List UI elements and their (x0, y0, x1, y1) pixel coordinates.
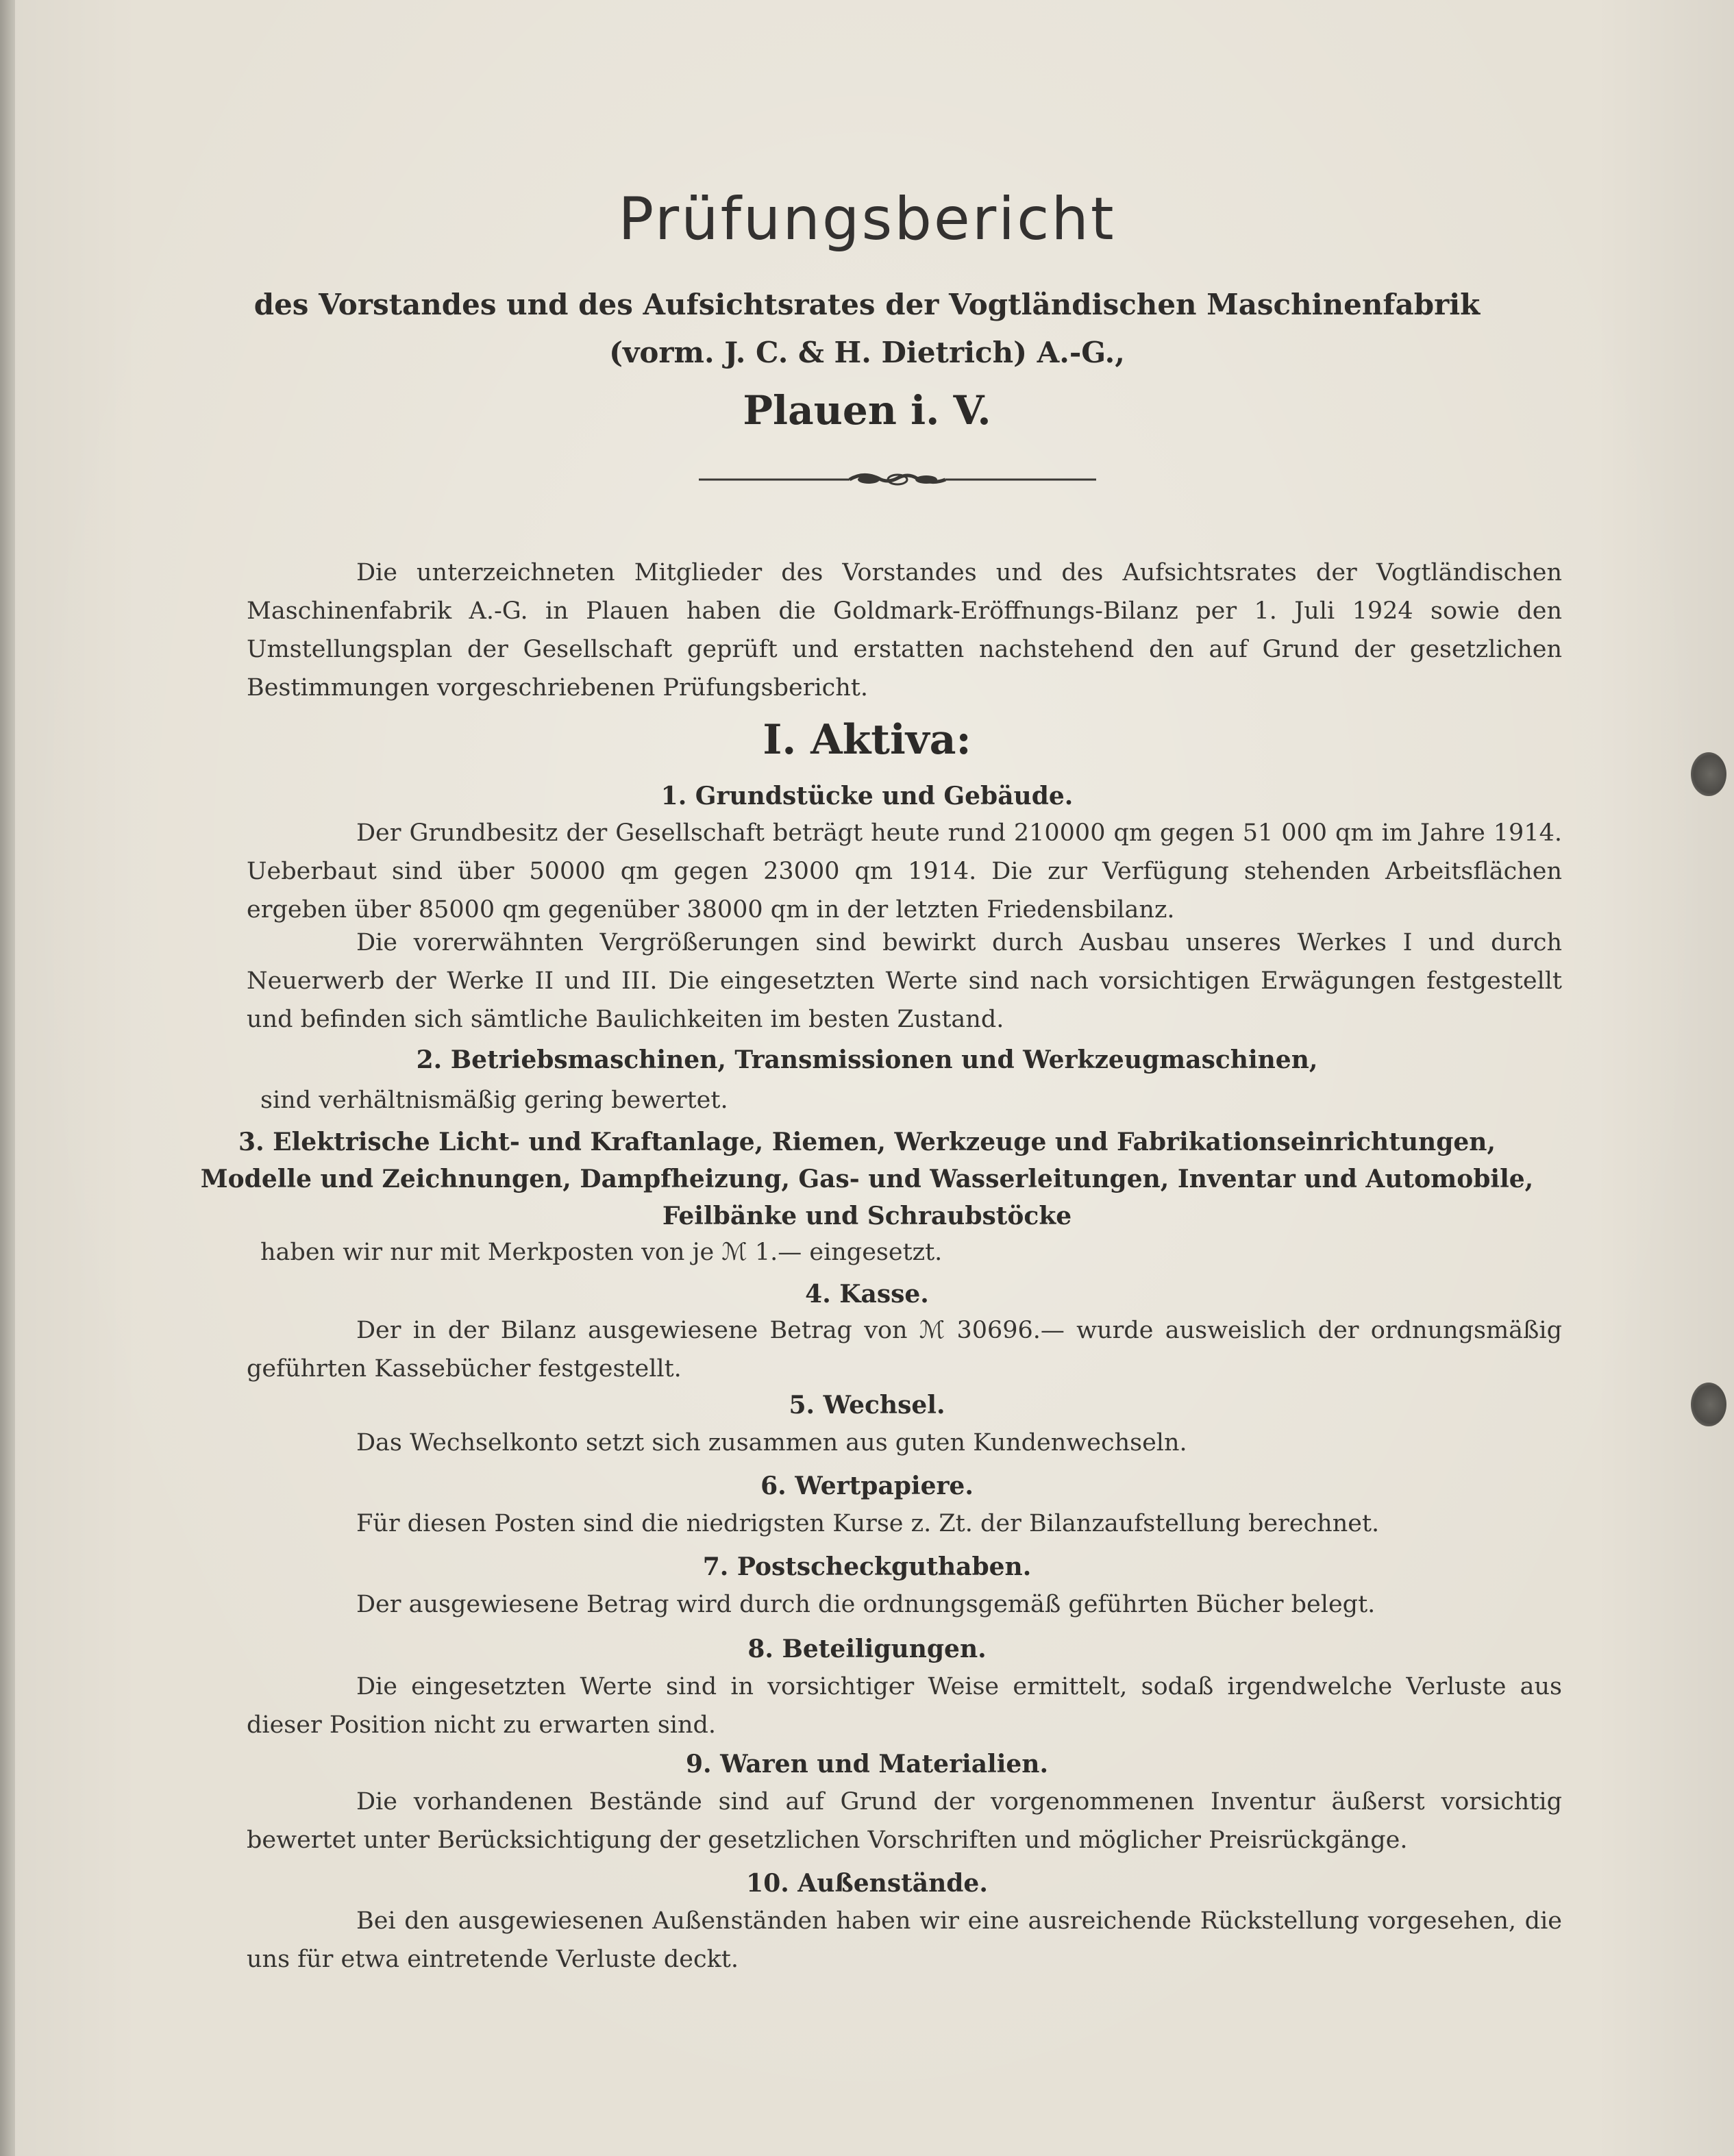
item-text-3: haben wir nur mit Merkposten von je ℳ 1.— eingesetzt. (260, 1239, 943, 1266)
item-text-10: Bei den ausgewiesenen Außenständen haben wir eine ausreichende Rückstellung vorgesehen, die uns für etwa eintretende Verluste deckt. (247, 1907, 1562, 1973)
item-heading-6: 6. Wertpapiere. (760, 1472, 974, 1500)
item-text-1b: Die vorerwähnten Vergrößerungen sind bewirkt durch Ausbau unseres Werkes I und durch Neuerwerb der Werke II und III. Die eingesetzten Werte sind nach vorsichtigen Erwägungen festgestellt und befinden sich sämtliche Baulichkeiten im besten Zustand. (247, 929, 1562, 1033)
item-heading-7: 7. Postscheckguthaben. (702, 1552, 1032, 1581)
item-heading-5: 5. Wechsel. (789, 1391, 945, 1420)
item-heading-8: 8. Beteiligungen. (747, 1635, 987, 1663)
item-text-7: Der ausgewiesene Betrag wird durch die ordnungsgemäß geführten Bücher belegt. (356, 1591, 1376, 1618)
item-heading-2: 2. Betriebsmaschinen, Transmissionen und Werkzeugmaschinen, (416, 1045, 1318, 1074)
item-text-5: Das Wechselkonto setzt sich zusammen aus guten Kundenwechseln. (356, 1429, 1187, 1457)
item-heading-4: 4. Kasse. (805, 1280, 929, 1309)
item-text-2: sind verhältnismäßig gering bewertet. (260, 1087, 728, 1114)
item-text-4: Der in der Bilanz ausgewiesene Betrag von ℳ 30696.— wurde ausweislich der ordnungsmäßig geführten Kassebücher festgestellt. (247, 1317, 1562, 1383)
item-heading-9: 9. Waren und Materialien. (685, 1750, 1048, 1779)
intro-paragraph: Die unterzeichneten Mitglieder des Vorstandes und des Aufsichtsrates der Vogtländischen Maschinenfabrik A.-G. in Plauen haben die Goldmark-Eröffnungs-Bilanz per 1. Juli 1924 sowie den Umstellungsplan der Gesellschaft geprüft und erstatten nachstehend den auf Grund der gesetzlichen Bestimmungen vorgeschriebenen Prüfungsbericht. (247, 559, 1562, 702)
subtitle-line-2: (vorm. J. C. & H. Dietrich) A.-G., (609, 336, 1125, 369)
place-heading: Plauen i. V. (743, 387, 991, 434)
section-title-aktiva: I. Aktiva: (763, 716, 971, 764)
item-heading-10: 10. Außenstände. (746, 1869, 988, 1898)
document-title: Prüfungsbericht (618, 185, 1116, 253)
item-text-8: Die eingesetzten Werte sind in vorsichtiger Weise ermittelt, sodaß irgendwelche Verluste aus dieser Position nicht zu erwarten sind. (247, 1673, 1562, 1739)
ornament-divider (699, 466, 1096, 493)
item-heading-1: 1. Grundstücke und Gebäude. (660, 782, 1074, 810)
item-heading-3-line-2: Modelle und Zeichnungen, Dampfheizung, Gas- und Wasserleitungen, Inventar und Automobile, (200, 1165, 1534, 1193)
subtitle-line-1: des Vorstandes und des Aufsichtsrates der Vogtländischen Maschinenfabrik (253, 288, 1481, 321)
item-text-1a: Der Grundbesitz der Gesellschaft beträgt heute rund 210000 qm gegen 51 000 qm im Jahre 1914. Ueberbaut sind über 50000 qm gegen 23000 qm 1914. Die zur Verfügung stehenden Arbeitsflächen ergeben über 85000 qm gegenüber 38000 qm in der letzten Friedensbilanz. (247, 819, 1562, 924)
item-heading-3-line-3: Feilbänke und Schraubstöcke (662, 1202, 1072, 1230)
item-heading-3-line-1: 3. Elektrische Licht- und Kraftanlage, Riemen, Werkzeuge und Fabrikationseinrichtungen, (238, 1128, 1496, 1156)
item-text-6: Für diesen Posten sind die niedrigsten Kurse z. Zt. der Bilanzaufstellung berechnet. (356, 1510, 1380, 1537)
item-text-9: Die vorhandenen Bestände sind auf Grund der vorgenommenen Inventur äußerst vorsichtig bewertet unter Berücksichtigung der gesetzlichen Vorschriften und möglicher Preisrückgänge. (247, 1788, 1562, 1854)
